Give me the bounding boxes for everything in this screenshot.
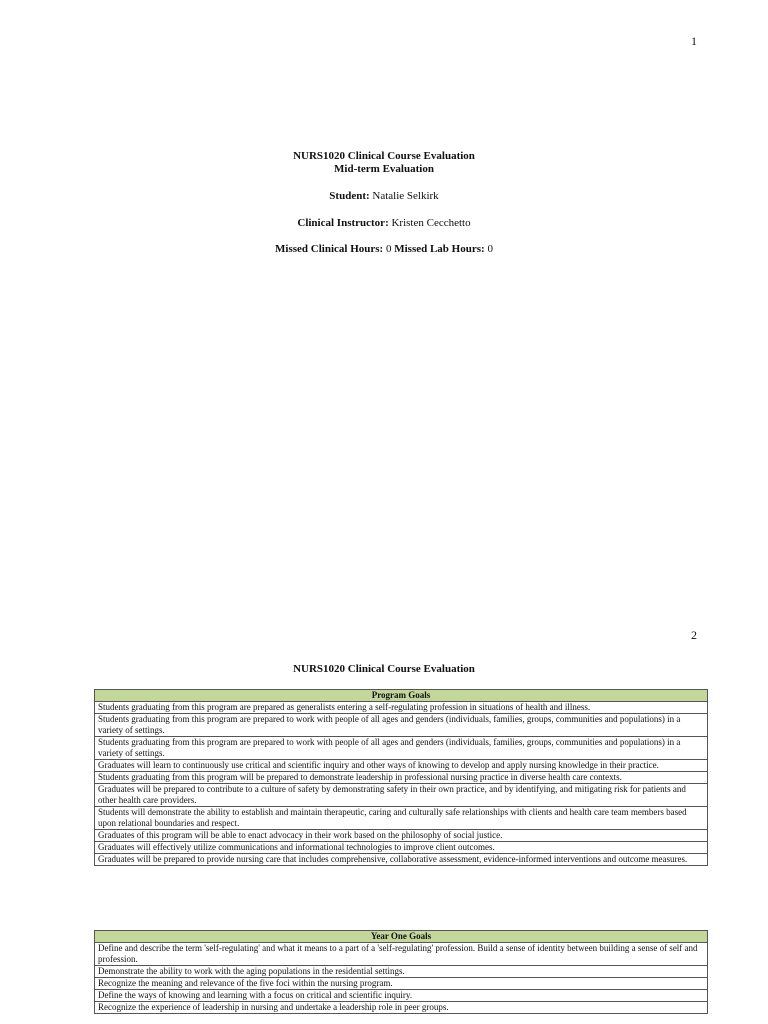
- instructor-label: Clinical Instructor:: [297, 217, 389, 229]
- goal-cell: Graduates will effectively utilize communications and informational technologies to improve client outcomes.: [95, 842, 708, 854]
- goal-cell: Demonstrate the ability to work with the aging populations in the residential settings.: [95, 966, 708, 978]
- student-line: [0, 190, 768, 202]
- goal-cell: Recognize the meaning and relevance of the five foci within the nursing program.: [95, 978, 708, 990]
- year-one-goals-table: [94, 930, 708, 1014]
- goal-cell: Students graduating from this program will be prepared to demonstrate leadership in professional nursing practice in diverse health care contexts.: [95, 772, 708, 784]
- missed-clinical-label: Missed Clinical Hours:: [275, 243, 384, 255]
- table-row: [95, 714, 708, 737]
- goal-cell: Graduates will be prepared to contribute to a culture of safety by demonstrating safety in their own practice, and by identifying, and mitigating risk for patients and other health care providers.: [95, 784, 708, 807]
- missed-clinical-value: 0: [385, 243, 392, 255]
- year-one-goals-header: Year One Goals: [95, 931, 708, 943]
- table-row: [95, 784, 708, 807]
- goal-cell: Students graduating from this program are prepared to work with people of all ages and genders (individuals, families, groups, communities and populations) in a variety of settings.: [95, 737, 708, 760]
- instructor-line: [0, 217, 768, 229]
- table-row: [95, 978, 708, 990]
- goal-cell: Graduates of this program will be able to enact advocacy in their work based on the philosophy of social justice.: [95, 830, 708, 842]
- table-row: [95, 990, 708, 1002]
- table-row: [95, 830, 708, 842]
- student-label: Student:: [329, 190, 370, 202]
- table-row: [95, 1002, 708, 1014]
- document-title: NURS1020 Clinical Course Evaluation: [293, 150, 475, 162]
- document-subtitle: Mid-term Evaluation: [334, 163, 434, 175]
- missed-lab-value: 0: [487, 243, 493, 255]
- table-row: [95, 760, 708, 772]
- table-row: [95, 966, 708, 978]
- page-title: NURS1020 Clinical Course Evaluation: [293, 663, 475, 675]
- program-goals-table: [94, 689, 708, 866]
- page-number: 1: [691, 34, 697, 48]
- missed-hours-line: [0, 243, 768, 255]
- table-row: [95, 772, 708, 784]
- instructor-value: Kristen Cecchetto: [391, 217, 471, 229]
- table-row: [95, 702, 708, 714]
- missed-lab-label: Missed Lab Hours:: [394, 243, 485, 255]
- goal-cell: Students will demonstrate the ability to establish and maintain therapeutic, caring and culturally safe relationships with clients and health care team members based upon relational boundaries and respect.: [95, 807, 708, 830]
- table-row: [95, 807, 708, 830]
- goal-cell: Define the ways of knowing and learning with a focus on critical and scientific inquiry.: [95, 990, 708, 1002]
- goal-cell: Students graduating from this program are prepared to work with people of all ages and genders (individuals, families, groups, communities and populations) in a variety of settings.: [95, 714, 708, 737]
- goal-cell: Recognize the experience of leadership in nursing and undertake a leadership role in peer groups.: [95, 1002, 708, 1014]
- goal-cell: Graduates will learn to continuously use critical and scientific inquiry and other ways of knowing to develop and apply nursing knowledge in their practice.: [95, 760, 708, 772]
- student-value: Natalie Selkirk: [372, 190, 439, 202]
- table-row: [95, 943, 708, 966]
- page-number: 2: [691, 628, 697, 642]
- program-goals-header: Program Goals: [95, 690, 708, 702]
- table-row: [95, 842, 708, 854]
- table-row: [95, 854, 708, 866]
- goal-cell: Graduates will be prepared to provide nursing care that includes comprehensive, collaborative assessment, evidence-informed interventions and outcome measures.: [95, 854, 708, 866]
- goal-cell: Define and describe the term 'self-regulating' and what it means to a part of a 'self-regulating' profession. Build a sense of identity between building a sense of self and profession.: [95, 943, 708, 966]
- table-row: [95, 737, 708, 760]
- goal-cell: Students graduating from this program are prepared as generalists entering a self-regulating profession in situations of health and illness.: [95, 702, 708, 714]
